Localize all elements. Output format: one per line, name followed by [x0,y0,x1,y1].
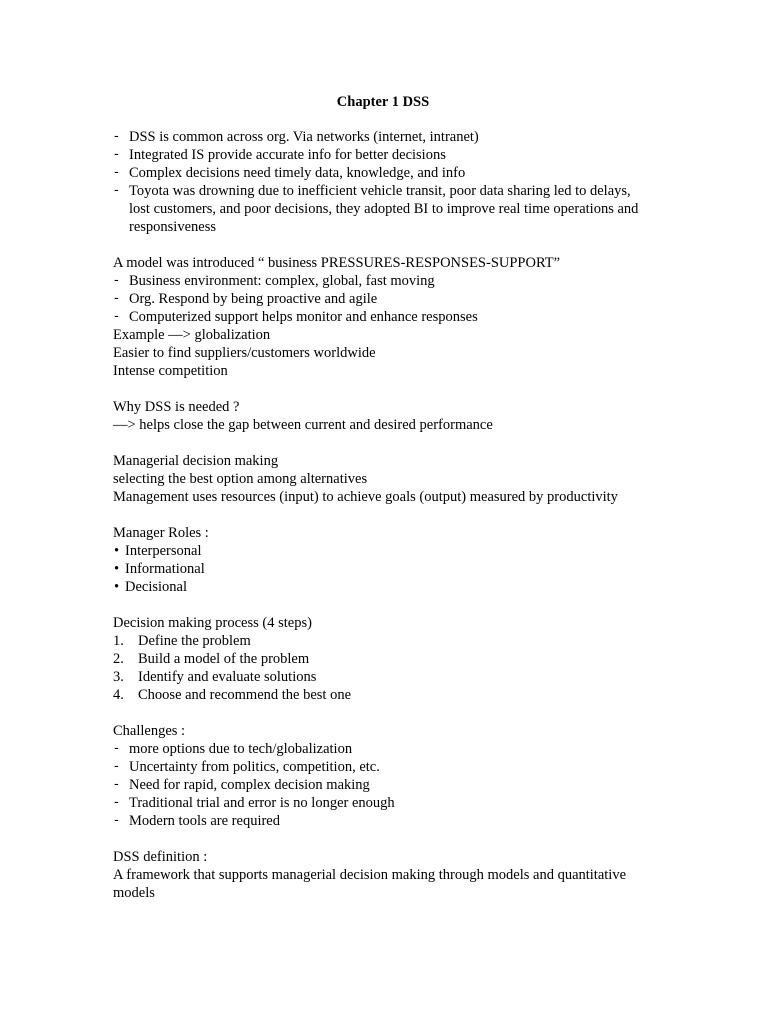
model-bullet-list [113,272,653,326]
text-line: —> helps close the gap between current and desired performance [113,417,493,433]
dash-marker: - [114,813,119,828]
list-item: • Decisional [114,579,188,595]
dash-marker: - [114,795,119,810]
number-marker: 4. [113,687,124,703]
definition-heading: DSS definition : [113,849,208,865]
list-item: - Toyota was drowning due to inefficient vehicle transit, poor data sharing led to delays, lost customers, and poor decisions, they adopted BI to improve real time operations and responsiveness [114,183,639,235]
number-marker: 1. [113,633,124,649]
process-heading: Decision making process (4 steps) [113,615,312,631]
challenges-heading: Challenges : [113,723,186,739]
example-line: Example —> globalization [113,327,271,343]
intro-bullet-list [113,128,653,236]
model-heading: A model was introduced “ business PRESSURES-RESPONSES-SUPPORT” [113,255,561,271]
number-marker: 2. [113,651,124,667]
dash-marker: - [114,741,119,756]
roles-bullet-list [113,542,653,596]
page-title: Chapter 1 DSS [336,94,430,110]
challenges-bullet-list [113,740,653,830]
text-line: Management uses resources (input) to achieve goals (output) measured by productivity [113,489,618,505]
list-item: 3. Identify and evaluate solutions [113,669,317,685]
list-item: • Interpersonal [114,543,202,559]
list-item: 4. Choose and recommend the best one [113,687,352,703]
roles-heading: Manager Roles : [113,525,209,541]
definition-text: A framework that supports managerial decision making through models and quantitative models [113,867,627,901]
dash-marker: - [114,777,119,792]
bullet-marker: • [114,579,120,595]
text-line: Easier to find suppliers/customers worldwide [113,345,376,361]
list-item: - Uncertainty from politics, competition, etc. [114,759,380,775]
list-item: - DSS is common across org. Via networks (internet, intranet) [114,129,479,145]
bullet-marker: • [114,561,120,577]
dash-marker: - [114,147,119,162]
text-line: Intense competition [113,363,228,379]
list-item: • Informational [114,561,205,577]
process-numbered-list [113,632,653,704]
list-item: - Computerized support helps monitor and enhance responses [114,309,478,325]
list-item: 1. Define the problem [113,633,251,649]
list-item: - Complex decisions need timely data, knowledge, and info [114,165,466,181]
list-item: - more options due to tech/globalization [114,741,353,757]
text-line: selecting the best option among alternatives [113,471,368,487]
dash-marker: - [114,759,119,774]
dash-marker: - [114,309,119,324]
document-body [113,93,653,902]
dash-marker: - [114,273,119,288]
list-item: - Org. Respond by being proactive and agile [114,291,378,307]
dash-marker: - [114,291,119,306]
dash-marker: - [114,165,119,180]
dash-marker: - [114,129,119,144]
bullet-marker: • [114,543,120,559]
list-item: - Modern tools are required [114,813,280,829]
dash-marker: - [114,183,119,198]
why-heading: Why DSS is needed ? [113,399,240,415]
list-item: - Business environment: complex, global, fast moving [114,273,435,289]
list-item: - Traditional trial and error is no longer enough [114,795,395,811]
list-item: - Integrated IS provide accurate info for better decisions [114,147,446,163]
number-marker: 3. [113,669,124,685]
list-item: - Need for rapid, complex decision making [114,777,370,793]
managerial-heading: Managerial decision making [113,453,279,469]
list-item: 2. Build a model of the problem [113,651,310,667]
